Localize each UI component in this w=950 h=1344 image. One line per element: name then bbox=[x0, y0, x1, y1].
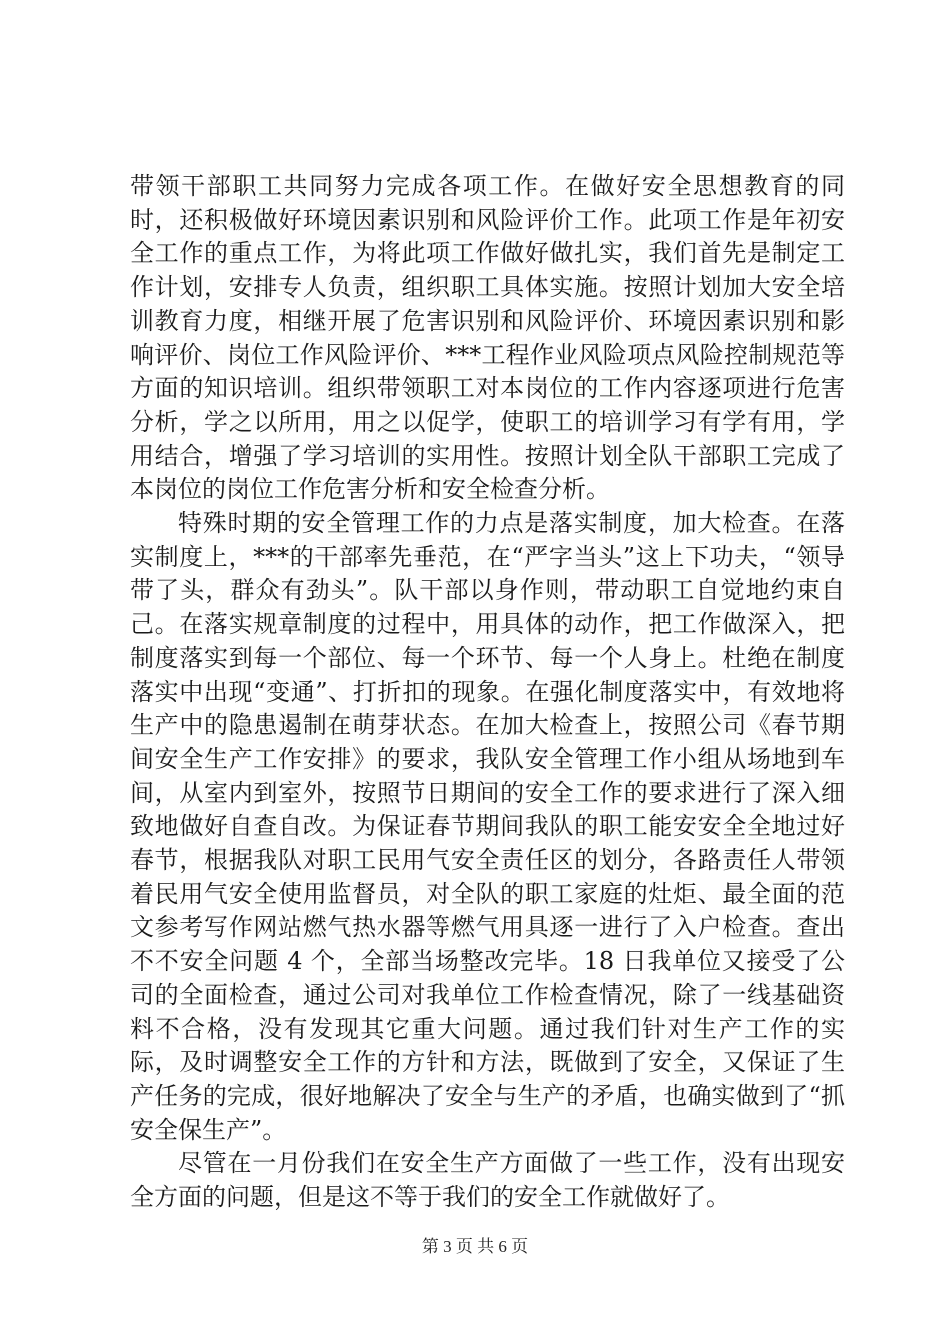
paragraph-3: 尽管在一月份我们在安全生产方面做了一些工作，没有出现安全方面的问题，但是这不等于我们的安全工作就做好了。 bbox=[130, 1149, 845, 1212]
paragraph-1: 带领干部职工共同努力完成各项工作。在做好安全思想教育的同时，还积极做好环境因素识别和风险评价工作。此项工作是年初安全工作的重点工作，为将此项工作做好做扎实，我们首先是制定工作计划，安排专人负责，组织职工具体实施。按照计划加大安全培训教育力度，相继开展了危害识别和风险评价、环境因素识别和影响评价、岗位工作风险评价、***工程作业风险项点风险控制规范等方面的知识培训。组织带领职工对本岗位的工作内容逐项进行危害分析，学之以所用，用之以促学，使职工的培训学习有学有用，学用结合，增强了学习培训的实用性。按照计划全队干部职工完成了本岗位的岗位工作危害分析和安全检查分析。 bbox=[130, 172, 845, 504]
body-text bbox=[130, 170, 845, 1215]
page-number-label: 第 3 页 共 6 页 bbox=[421, 1237, 529, 1256]
page-footer bbox=[0, 1236, 950, 1258]
paragraph-2: 特殊时期的安全管理工作的力点是落实制度，加大检查。在落实制度上，***的干部率先垂范，在“严字当头”这上下功夫，“领导带了头，群众有劲头”。队干部以身作则，带动职工自觉地约束自己。在落实规章制度的过程中，用具体的动作，把工作做深入，把制度落实到每一个部位、每一个环节、每一个人身上。杜绝在制度落实中出现“变通”、打折扣的现象。在强化制度落实中，有效地将生产中的隐患遏制在萌芽状态。在加大检查上，按照公司《春节期间安全生产工作安排》的要求，我队安全管理工作小组从场地到车间，从室内到室外，按照节日期间的安全工作的要求进行了深入细致地做好自查自改。为保证春节期间我队的职工能安安全全地过好春节，根据我队对职工民用气安全责任区的划分，各路责任人带领着民用气安全使用监督员，对全队的职工家庭的灶炬、最全面的范文参考写作网站燃气热水器等燃气用具逐一进行了入户检查。查出不不安全问题 4 个，全部当场整改完毕。18 日我单位又接受了公司的全面检查，通过公司对我单位工作检查情况，除了一线基础资料不合格，没有发现其它重大问题。通过我们针对生产工作的实际，及时调整安全工作的方针和方法，既做到了安全，又保证了生产任务的完成，很好地解决了安全与生产的矛盾，也确实做到了“抓安全保生产”。 bbox=[130, 509, 845, 1144]
